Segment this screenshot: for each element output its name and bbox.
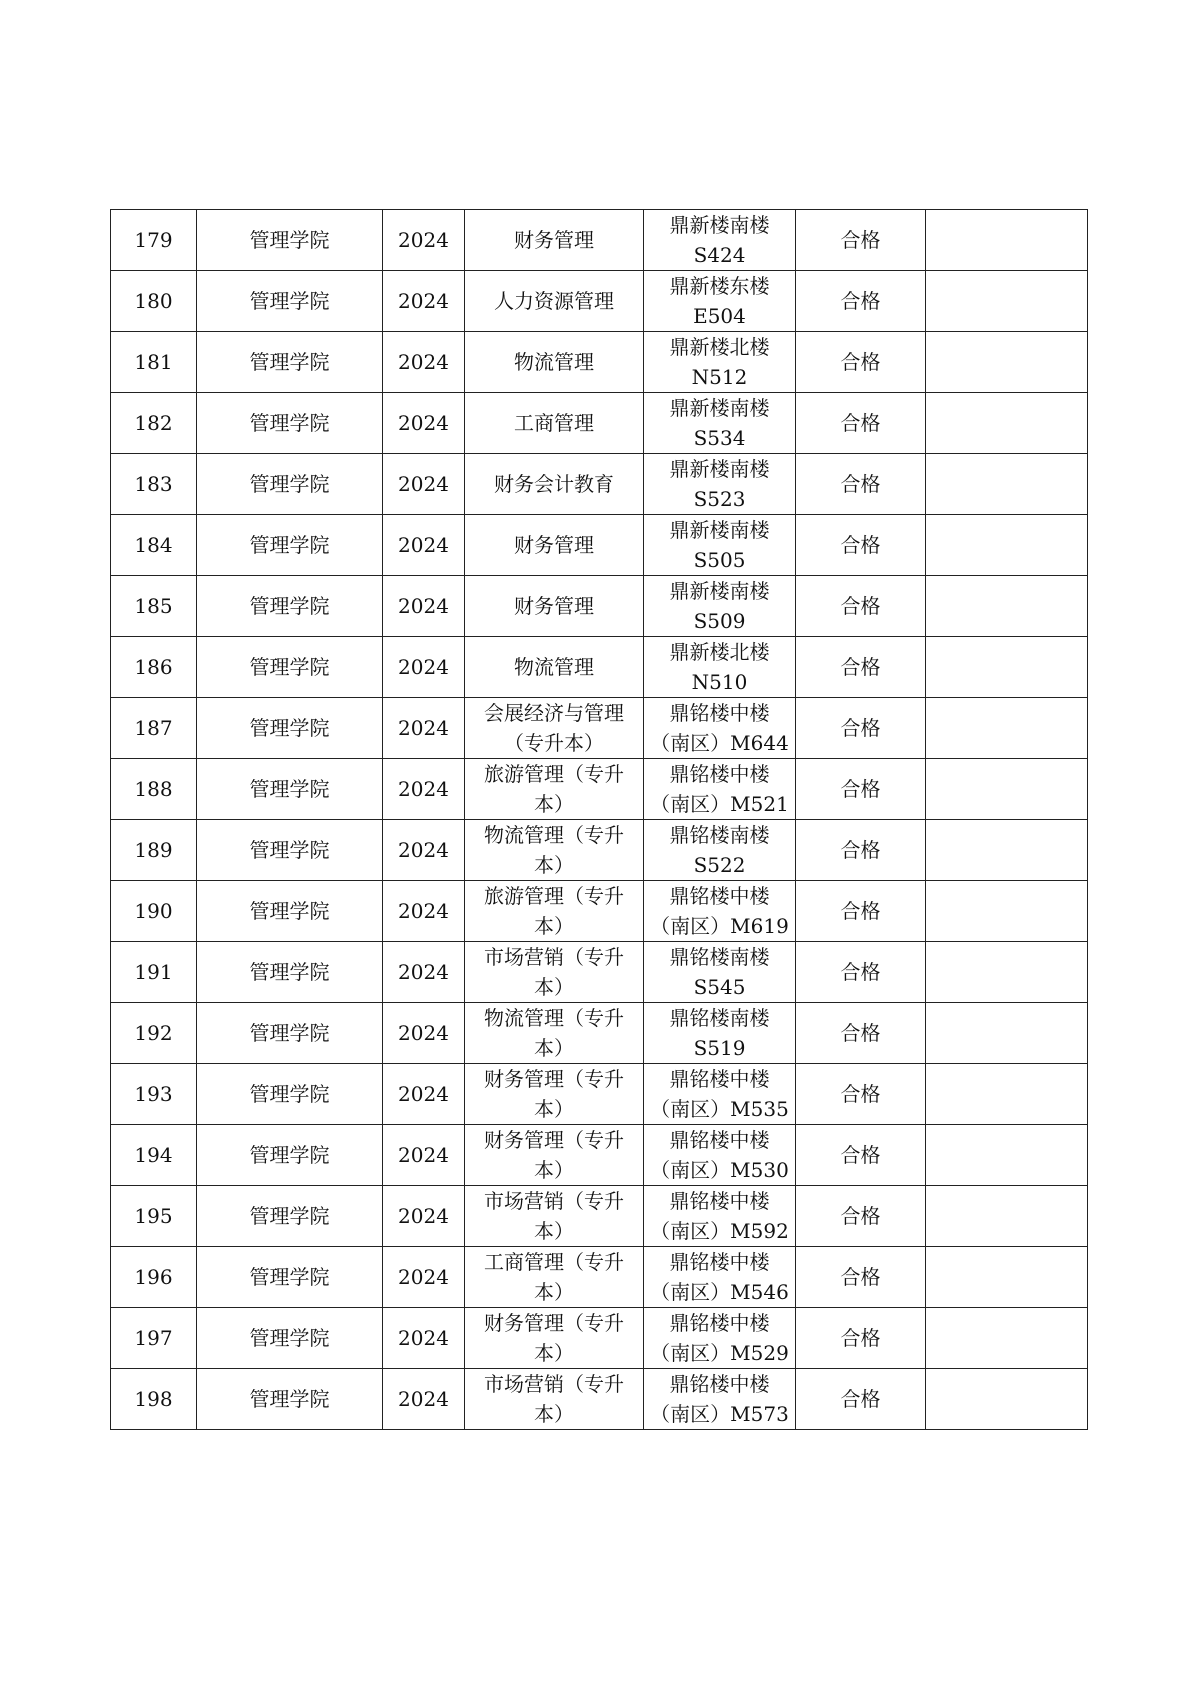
result-cell: 合格 [796,515,926,576]
room-cell-line: 鼎铭楼中楼 [669,762,770,786]
room-cell [644,1003,796,1064]
row-number-cell: 193 [111,1064,197,1125]
major-cell-line: 本） [534,1219,574,1243]
note-cell [926,820,1088,881]
room-cell-line: 鼎铭楼中楼 [669,1372,770,1396]
result-cell: 合格 [796,332,926,393]
room-cell [644,515,796,576]
room-cell-line: 鼎铭楼中楼 [669,1067,770,1091]
table-row [111,759,1088,820]
room-cell-line: 鼎新楼北楼 [669,640,770,664]
note-cell [926,332,1088,393]
college-cell: 管理学院 [197,576,383,637]
room-cell-line: S545 [693,975,746,999]
note-cell [926,454,1088,515]
note-cell [926,210,1088,271]
year-cell: 2024 [383,1064,465,1125]
note-cell [926,1247,1088,1308]
row-number-cell: 197 [111,1308,197,1369]
major-cell-line: 本） [534,914,574,938]
row-number-cell: 188 [111,759,197,820]
room-cell-line: 鼎铭楼中楼 [669,1311,770,1335]
note-cell [926,1003,1088,1064]
room-cell-line: （南区）M535 [650,1097,789,1121]
year-cell: 2024 [383,637,465,698]
major-cell [465,759,644,820]
major-cell-line: 本） [534,792,574,816]
year-cell: 2024 [383,942,465,1003]
major-cell-line: 财务管理 [514,228,594,252]
room-cell-line: 鼎铭楼中楼 [669,1250,770,1274]
room-cell-line: （南区）M592 [650,1219,789,1243]
room-cell-line: 鼎铭楼中楼 [669,1128,770,1152]
room-cell-line: E504 [693,304,746,328]
room-cell [644,454,796,515]
result-cell: 合格 [796,698,926,759]
room-cell-line: （南区）M546 [650,1280,789,1304]
college-cell: 管理学院 [197,759,383,820]
room-cell [644,210,796,271]
result-cell: 合格 [796,1003,926,1064]
room-cell-line: （南区）M521 [650,792,789,816]
major-cell-line: 工商管理（专升 [484,1250,624,1274]
year-cell: 2024 [383,271,465,332]
year-cell: 2024 [383,1186,465,1247]
college-cell: 管理学院 [197,820,383,881]
major-cell [465,698,644,759]
room-cell [644,1369,796,1430]
major-cell [465,332,644,393]
table-row [111,1003,1088,1064]
row-number-cell: 185 [111,576,197,637]
room-cell-line: 鼎新楼北楼 [669,335,770,359]
result-cell: 合格 [796,454,926,515]
room-cell-line: （南区）M530 [650,1158,789,1182]
room-cell [644,698,796,759]
row-number-cell: 183 [111,454,197,515]
year-cell: 2024 [383,332,465,393]
major-cell-line: 财务管理 [514,533,594,557]
note-cell [926,1064,1088,1125]
row-number-cell: 196 [111,1247,197,1308]
major-cell-line: 本） [534,1158,574,1182]
table-row [111,1186,1088,1247]
major-cell-line: 本） [534,975,574,999]
note-cell [926,393,1088,454]
result-cell: 合格 [796,1064,926,1125]
room-cell-line: 鼎新楼南楼 [669,213,770,237]
major-cell-line: 旅游管理（专升 [484,762,624,786]
row-number-cell: 192 [111,1003,197,1064]
major-cell-line: 本） [534,1402,574,1426]
room-cell [644,332,796,393]
major-cell-line: （专升本） [504,731,604,755]
college-cell: 管理学院 [197,332,383,393]
room-cell-line: S534 [693,426,746,450]
major-cell [465,515,644,576]
major-cell-line: 旅游管理（专升 [484,884,624,908]
room-cell-line: 鼎铭楼中楼 [669,884,770,908]
table-body [111,210,1088,1430]
room-cell [644,820,796,881]
row-number-cell: 179 [111,210,197,271]
major-cell-line: 财务管理（专升 [484,1128,624,1152]
year-cell: 2024 [383,576,465,637]
major-cell-line: 工商管理 [514,411,594,435]
table-row [111,1125,1088,1186]
note-cell [926,1186,1088,1247]
dormitory-inspection-table [110,209,1088,1430]
major-cell [465,1003,644,1064]
college-cell: 管理学院 [197,515,383,576]
row-number-cell: 195 [111,1186,197,1247]
room-cell [644,942,796,1003]
major-cell-line: 本） [534,1036,574,1060]
college-cell: 管理学院 [197,1125,383,1186]
table-row [111,820,1088,881]
major-cell-line: 市场营销（专升 [484,1189,624,1213]
year-cell: 2024 [383,759,465,820]
room-cell-line: 鼎铭楼中楼 [669,1189,770,1213]
room-cell-line: （南区）M529 [650,1341,789,1365]
note-cell [926,698,1088,759]
result-cell: 合格 [796,1125,926,1186]
row-number-cell: 194 [111,1125,197,1186]
year-cell: 2024 [383,454,465,515]
major-cell-line: 本） [534,1097,574,1121]
table-row [111,942,1088,1003]
college-cell: 管理学院 [197,210,383,271]
major-cell [465,210,644,271]
table-row [111,454,1088,515]
row-number-cell: 189 [111,820,197,881]
room-cell [644,1064,796,1125]
room-cell-line: 鼎新楼东楼 [669,274,770,298]
room-cell-line: （南区）M573 [650,1402,789,1426]
major-cell-line: 财务管理 [514,594,594,618]
major-cell-line: 物流管理 [514,350,594,374]
row-number-cell: 182 [111,393,197,454]
major-cell-line: 物流管理 [514,655,594,679]
result-cell: 合格 [796,820,926,881]
college-cell: 管理学院 [197,942,383,1003]
major-cell [465,1369,644,1430]
result-cell: 合格 [796,210,926,271]
note-cell [926,1125,1088,1186]
room-cell [644,271,796,332]
major-cell-line: 市场营销（专升 [484,1372,624,1396]
room-cell-line: 鼎新楼南楼 [669,579,770,603]
major-cell [465,1064,644,1125]
row-number-cell: 186 [111,637,197,698]
major-cell [465,576,644,637]
result-cell: 合格 [796,637,926,698]
college-cell: 管理学院 [197,1369,383,1430]
note-cell [926,942,1088,1003]
major-cell [465,637,644,698]
room-cell-line: 鼎铭楼中楼 [669,701,770,725]
room-cell-line: S522 [693,853,746,877]
table-row [111,210,1088,271]
result-cell: 合格 [796,881,926,942]
college-cell: 管理学院 [197,1247,383,1308]
year-cell: 2024 [383,1308,465,1369]
table-row [111,1308,1088,1369]
major-cell-line: 财务管理（专升 [484,1067,624,1091]
major-cell-line: 财务管理（专升 [484,1311,624,1335]
row-number-cell: 198 [111,1369,197,1430]
note-cell [926,881,1088,942]
major-cell-line: 财务会计教育 [494,472,614,496]
year-cell: 2024 [383,1003,465,1064]
major-cell-line: 本） [534,1341,574,1365]
major-cell-line: 本） [534,1280,574,1304]
major-cell [465,271,644,332]
college-cell: 管理学院 [197,393,383,454]
room-cell-line: 鼎新楼南楼 [669,396,770,420]
table-row [111,1064,1088,1125]
major-cell-line: 物流管理（专升 [484,823,624,847]
room-cell [644,759,796,820]
row-number-cell: 190 [111,881,197,942]
major-cell [465,820,644,881]
note-cell [926,637,1088,698]
year-cell: 2024 [383,1125,465,1186]
result-cell: 合格 [796,759,926,820]
result-cell: 合格 [796,1308,926,1369]
result-cell: 合格 [796,1186,926,1247]
room-cell [644,393,796,454]
major-cell-line: 本） [534,853,574,877]
year-cell: 2024 [383,820,465,881]
college-cell: 管理学院 [197,1003,383,1064]
note-cell [926,1369,1088,1430]
table-row [111,271,1088,332]
major-cell [465,1247,644,1308]
result-cell: 合格 [796,1369,926,1430]
room-cell-line: S505 [693,548,746,572]
year-cell: 2024 [383,881,465,942]
row-number-cell: 184 [111,515,197,576]
major-cell [465,1125,644,1186]
row-number-cell: 191 [111,942,197,1003]
major-cell-line: 物流管理（专升 [484,1006,624,1030]
room-cell-line: （南区）M619 [650,914,789,938]
table-row [111,881,1088,942]
table-row [111,698,1088,759]
result-cell: 合格 [796,576,926,637]
room-cell-line: N512 [691,365,748,389]
room-cell [644,637,796,698]
major-cell [465,942,644,1003]
room-cell-line: S519 [693,1036,746,1060]
room-cell-line: 鼎铭楼南楼 [669,1006,770,1030]
table-row [111,515,1088,576]
table-row [111,1369,1088,1430]
note-cell [926,271,1088,332]
major-cell-line: 会展经济与管理 [484,701,624,725]
college-cell: 管理学院 [197,271,383,332]
year-cell: 2024 [383,515,465,576]
room-cell [644,576,796,637]
room-cell-line: S509 [693,609,746,633]
major-cell-line: 市场营销（专升 [484,945,624,969]
note-cell [926,515,1088,576]
room-cell [644,1186,796,1247]
room-cell-line: 鼎铭楼南楼 [669,823,770,847]
major-cell [465,454,644,515]
table-row [111,393,1088,454]
college-cell: 管理学院 [197,637,383,698]
major-cell [465,1308,644,1369]
major-cell [465,1186,644,1247]
table-row [111,332,1088,393]
room-cell-line: 鼎铭楼南楼 [669,945,770,969]
year-cell: 2024 [383,1369,465,1430]
room-cell-line: 鼎新楼南楼 [669,457,770,481]
room-cell-line: N510 [691,670,748,694]
college-cell: 管理学院 [197,698,383,759]
college-cell: 管理学院 [197,881,383,942]
college-cell: 管理学院 [197,454,383,515]
room-cell [644,1125,796,1186]
note-cell [926,576,1088,637]
note-cell [926,759,1088,820]
year-cell: 2024 [383,698,465,759]
row-number-cell: 180 [111,271,197,332]
table-row [111,576,1088,637]
result-cell: 合格 [796,271,926,332]
table-row [111,637,1088,698]
row-number-cell: 187 [111,698,197,759]
room-cell-line: 鼎新楼南楼 [669,518,770,542]
row-number-cell: 181 [111,332,197,393]
room-cell [644,1247,796,1308]
college-cell: 管理学院 [197,1308,383,1369]
year-cell: 2024 [383,210,465,271]
year-cell: 2024 [383,1247,465,1308]
room-cell [644,1308,796,1369]
major-cell-line: 人力资源管理 [494,289,614,313]
room-cell [644,881,796,942]
major-cell [465,393,644,454]
room-cell-line: S424 [693,243,746,267]
college-cell: 管理学院 [197,1186,383,1247]
major-cell [465,881,644,942]
year-cell: 2024 [383,393,465,454]
table-row [111,1247,1088,1308]
result-cell: 合格 [796,1247,926,1308]
result-cell: 合格 [796,942,926,1003]
college-cell: 管理学院 [197,1064,383,1125]
room-cell-line: （南区）M644 [650,731,789,755]
room-cell-line: S523 [693,487,746,511]
result-cell: 合格 [796,393,926,454]
note-cell [926,1308,1088,1369]
